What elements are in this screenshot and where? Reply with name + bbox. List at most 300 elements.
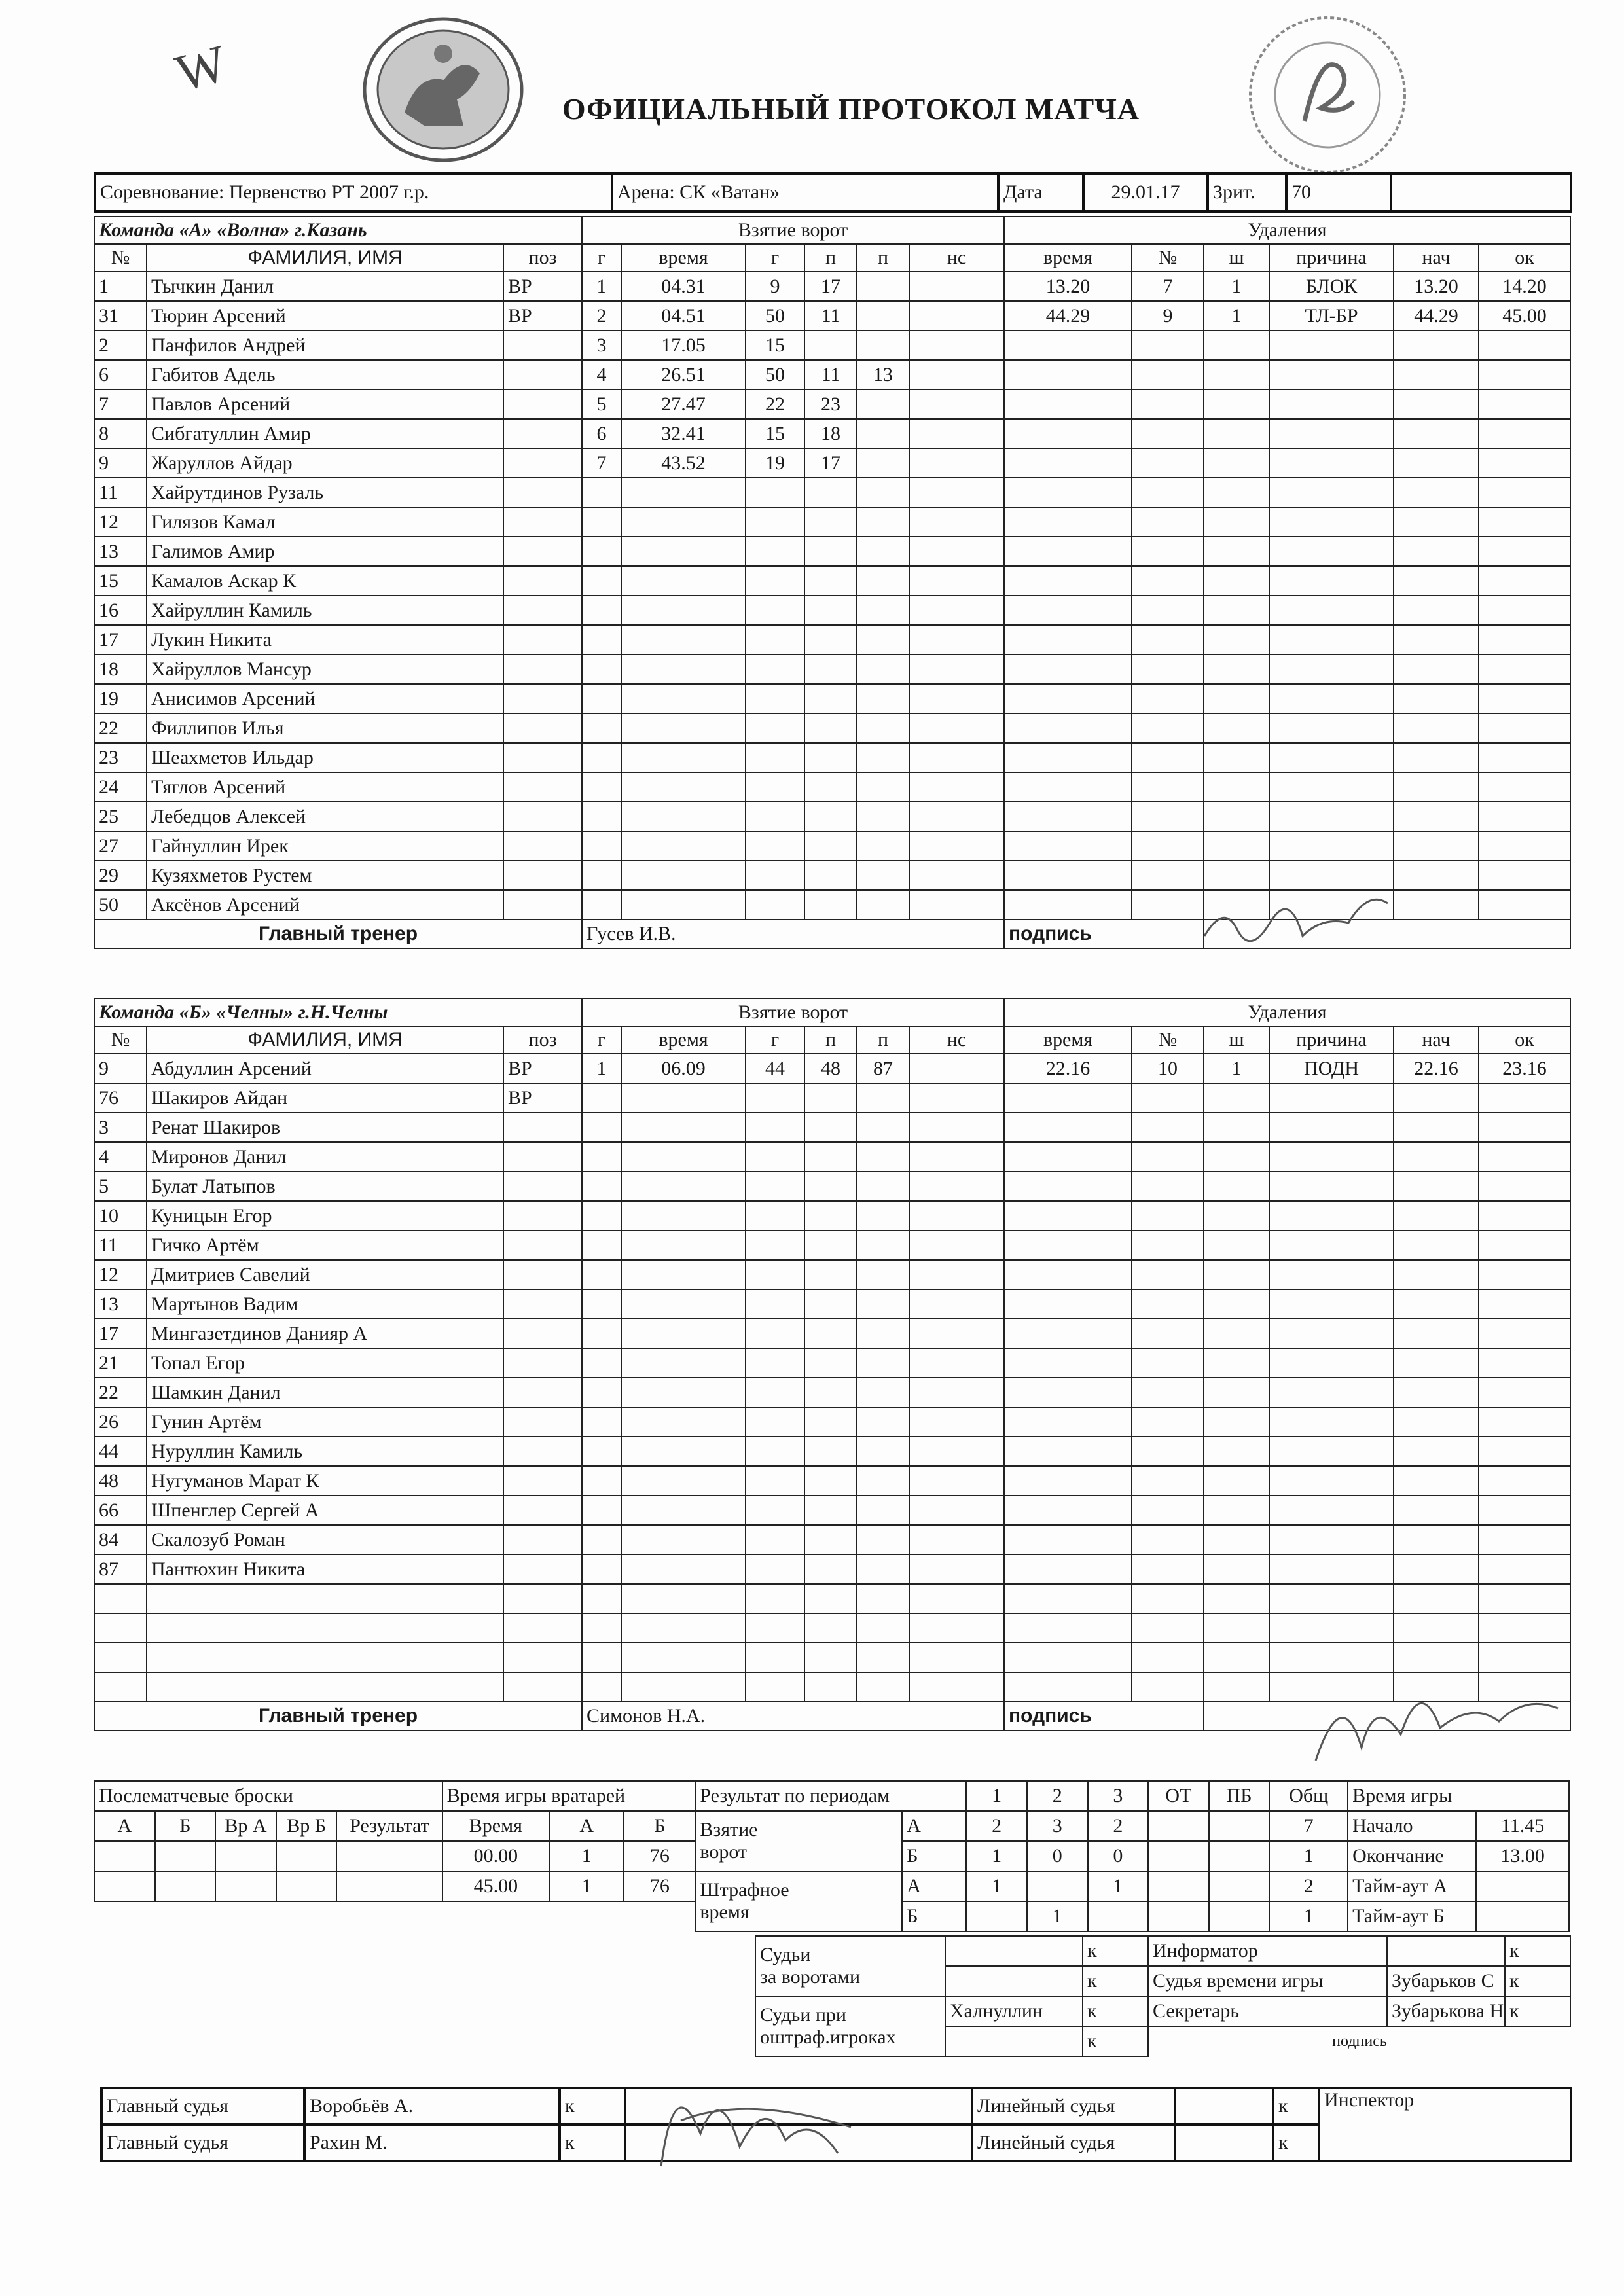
penalty-end: 14.20 xyxy=(1479,272,1570,301)
player-number: 87 xyxy=(94,1554,147,1584)
penalty-player xyxy=(1132,890,1204,920)
informer-k: к xyxy=(1505,1936,1570,1966)
goal-assist-2 xyxy=(857,1643,909,1672)
penalty-player xyxy=(1132,1643,1204,1672)
goal-scorer xyxy=(746,1113,804,1142)
player-name: Скалозуб Роман xyxy=(147,1525,503,1554)
penalty-start xyxy=(1394,566,1479,596)
penalty-start xyxy=(1394,1201,1479,1230)
goal-situation xyxy=(909,1054,1004,1083)
goal-situation xyxy=(909,743,1004,772)
penalty-reason xyxy=(1269,1113,1394,1142)
goal-number xyxy=(582,1584,621,1613)
goal-assist-2 xyxy=(857,1672,909,1702)
penalty-minutes xyxy=(1204,1525,1269,1554)
penalty-time xyxy=(1004,478,1132,507)
goal-scorer xyxy=(746,1378,804,1407)
team-a-player-row xyxy=(94,507,1570,537)
goal-assist-1 xyxy=(804,861,857,890)
penalty-player xyxy=(1132,831,1204,861)
goal-assist-1 xyxy=(804,713,857,743)
penalty-reason xyxy=(1269,1260,1394,1289)
team-a-player-row xyxy=(94,537,1570,566)
player-name: Филлипов Илья xyxy=(147,713,503,743)
penalty-start xyxy=(1394,1319,1479,1348)
team-a-player-row xyxy=(94,743,1570,772)
player-position xyxy=(503,1437,582,1466)
player-name: Сибгатуллин Амир xyxy=(147,419,503,448)
penalty-minutes xyxy=(1204,802,1269,831)
team-a-goals-heading: Взятие ворот xyxy=(582,217,1004,244)
penalty-time xyxy=(1004,861,1132,890)
player-position: ВР xyxy=(503,272,582,301)
team-b-player-row xyxy=(94,1083,1570,1113)
penalty-start xyxy=(1394,419,1479,448)
chief-referee-1-name: Воробьёв А. xyxy=(304,2088,560,2125)
period-3-header: 3 xyxy=(1088,1781,1149,1811)
penalty-player xyxy=(1132,331,1204,360)
player-position xyxy=(503,1525,582,1554)
goal-number xyxy=(582,566,621,596)
goal-scorer xyxy=(746,1230,804,1260)
timekeeper-label: Судья времени игры xyxy=(1148,1966,1387,1996)
goal-situation xyxy=(909,802,1004,831)
goal-assist-1 xyxy=(804,1083,857,1113)
goal-assist-1 xyxy=(804,1554,857,1584)
goal-scorer xyxy=(746,802,804,831)
penalty-minutes xyxy=(1204,1230,1269,1260)
player-name: Шакиров Айдан xyxy=(147,1083,503,1113)
goal-assist-2 xyxy=(857,890,909,920)
page-title: ОФИЦИАЛЬНЫЙ ПРОТОКОЛ МАТЧА xyxy=(562,92,1140,126)
goal-number xyxy=(582,1172,621,1201)
goal-scorer xyxy=(746,1260,804,1289)
goal-time xyxy=(621,537,746,566)
player-number: 25 xyxy=(94,802,147,831)
goal-time: 26.51 xyxy=(621,360,746,389)
penalty-time xyxy=(1004,1172,1132,1201)
goal-situation xyxy=(909,331,1004,360)
player-name: Гилязов Камал xyxy=(147,507,503,537)
team-a-player-row xyxy=(94,360,1570,389)
goal-assist-2 xyxy=(857,743,909,772)
player-number: 26 xyxy=(94,1407,147,1437)
goal-situation xyxy=(909,1201,1004,1230)
goal-situation xyxy=(909,713,1004,743)
goal-number xyxy=(582,1289,621,1319)
team-b-player-row xyxy=(94,1496,1570,1525)
player-name: Булат Латыпов xyxy=(147,1172,503,1201)
penalty-end xyxy=(1479,1083,1570,1113)
goal-scorer xyxy=(746,1319,804,1348)
penalty-start xyxy=(1394,1584,1479,1613)
goal-assist-1 xyxy=(804,743,857,772)
player-position xyxy=(503,625,582,655)
penalty-minutes xyxy=(1204,1407,1269,1437)
gk-row-2-time: 45.00 xyxy=(442,1871,549,1901)
goal-assist-2 xyxy=(857,1407,909,1437)
goal-assist-1 xyxy=(804,1378,857,1407)
penalty-end xyxy=(1479,1289,1570,1319)
goal-assist-2 xyxy=(857,1554,909,1584)
goal-time xyxy=(621,625,746,655)
penalty-minutes xyxy=(1204,448,1269,478)
penalty-time xyxy=(1004,772,1132,802)
penalty-time xyxy=(1004,1142,1132,1172)
penalty-end xyxy=(1479,389,1570,419)
pim-team-b-label: Б xyxy=(902,1901,966,1931)
player-name: Тюрин Арсений xyxy=(147,301,503,331)
goal-assist-2 xyxy=(857,448,909,478)
pim-by-period-label: Штрафное время xyxy=(695,1871,902,1931)
goal-scorer xyxy=(746,1613,804,1643)
penalty-end xyxy=(1479,1201,1570,1230)
penalty-player xyxy=(1132,596,1204,625)
goal-assist-1 xyxy=(804,890,857,920)
penalty-minutes xyxy=(1204,1584,1269,1613)
goal-assist-2 xyxy=(857,861,909,890)
goal-number xyxy=(582,713,621,743)
goal-assist-2 xyxy=(857,478,909,507)
penalty-reason xyxy=(1269,389,1394,419)
player-position xyxy=(503,1466,582,1496)
goal-time xyxy=(621,1407,746,1437)
secretary-name: Зубарькова Н xyxy=(1387,1996,1505,2026)
goal-situation xyxy=(909,301,1004,331)
goal-scorer xyxy=(746,684,804,713)
tatarstan-emblem xyxy=(359,14,528,165)
goal-number xyxy=(582,1083,621,1113)
goal-assist-1 xyxy=(804,1584,857,1613)
goal-scorer xyxy=(746,861,804,890)
penalty-start xyxy=(1394,507,1479,537)
team-a-player-row xyxy=(94,419,1570,448)
penalty-minutes xyxy=(1204,478,1269,507)
penalty-player xyxy=(1132,655,1204,684)
timekeeper-k: к xyxy=(1505,1966,1570,1996)
team-b-player-row xyxy=(94,1142,1570,1172)
goal-number xyxy=(582,1142,621,1172)
goal-assist-2 xyxy=(857,1201,909,1230)
penalty-end xyxy=(1479,360,1570,389)
penalty-reason xyxy=(1269,1437,1394,1466)
penalty-time xyxy=(1004,360,1132,389)
goal-scorer xyxy=(746,1554,804,1584)
period-2-header: 2 xyxy=(1027,1781,1088,1811)
goal-assist-1: 17 xyxy=(804,272,857,301)
player-number: 18 xyxy=(94,655,147,684)
penalty-time xyxy=(1004,1643,1132,1672)
col-situation: нс xyxy=(909,1026,1004,1054)
penalty-judge-1-k: к xyxy=(1083,1996,1148,2026)
penalty-player xyxy=(1132,802,1204,831)
goal-assist-2 xyxy=(857,1083,909,1113)
goal-situation xyxy=(909,1348,1004,1378)
goal-number: 3 xyxy=(582,331,621,360)
penalty-start xyxy=(1394,360,1479,389)
penalty-time: 13.20 xyxy=(1004,272,1132,301)
player-number xyxy=(94,1672,147,1702)
goal-scorer xyxy=(746,890,804,920)
pim-b-ot xyxy=(1148,1901,1209,1931)
player-position xyxy=(503,772,582,802)
penalty-start xyxy=(1394,1113,1479,1142)
goal-judge-2-k: к xyxy=(1083,1966,1148,1996)
goal-scorer: 15 xyxy=(746,331,804,360)
linesman-2-k: к xyxy=(1273,2125,1319,2161)
penalty-player xyxy=(1132,1083,1204,1113)
player-number: 19 xyxy=(94,684,147,713)
player-name: Галимов Амир xyxy=(147,537,503,566)
penalty-player xyxy=(1132,1437,1204,1466)
penalty-reason xyxy=(1269,1230,1394,1260)
player-name: Мингазетдинов Данияр А xyxy=(147,1319,503,1348)
player-name: Павлов Арсений xyxy=(147,389,503,419)
penalty-judges-label: Судьи при оштраф.игроках xyxy=(755,1996,945,2056)
goal-situation xyxy=(909,831,1004,861)
gk-col-a: А xyxy=(549,1811,624,1841)
penalty-minutes xyxy=(1204,331,1269,360)
gk-col-time: Время xyxy=(442,1811,549,1841)
linesman-2-label: Линейный судья xyxy=(972,2125,1175,2161)
goal-time xyxy=(621,713,746,743)
penalty-time xyxy=(1004,419,1132,448)
player-position xyxy=(503,1672,582,1702)
penalty-reason xyxy=(1269,1584,1394,1613)
penalty-reason xyxy=(1269,1142,1394,1172)
chief-referee-2-label: Главный судья xyxy=(101,2125,304,2161)
goal-time: 04.51 xyxy=(621,301,746,331)
goal-number xyxy=(582,1201,621,1230)
player-number: 29 xyxy=(94,861,147,890)
goal-time xyxy=(621,1348,746,1378)
team-a-player-row xyxy=(94,389,1570,419)
goal-number xyxy=(582,1496,621,1525)
goal-situation xyxy=(909,537,1004,566)
pim-b-p1 xyxy=(966,1901,1027,1931)
pim-team-a-label: А xyxy=(902,1871,966,1901)
player-number: 17 xyxy=(94,625,147,655)
goal-situation xyxy=(909,890,1004,920)
col-pen-start: нач xyxy=(1394,244,1479,272)
shootout-col-gkb: Вр Б xyxy=(276,1811,337,1841)
col-pos: поз xyxy=(503,1026,582,1054)
penalty-player xyxy=(1132,713,1204,743)
player-name: Жаруллов Айдар xyxy=(147,448,503,478)
goal-scorer xyxy=(746,1466,804,1496)
player-position xyxy=(503,448,582,478)
player-name: Мартынов Вадим xyxy=(147,1289,503,1319)
goal-time xyxy=(621,507,746,537)
penalty-minutes xyxy=(1204,389,1269,419)
penalty-time xyxy=(1004,1613,1132,1643)
penalty-start xyxy=(1394,1437,1479,1466)
goal-assist-2 xyxy=(857,537,909,566)
team-a-penalties-heading: Удаления xyxy=(1004,217,1570,244)
penalty-time xyxy=(1004,1230,1132,1260)
penalty-end xyxy=(1479,1613,1570,1643)
penalty-player: 10 xyxy=(1132,1054,1204,1083)
goal-scorer xyxy=(746,743,804,772)
penalty-start xyxy=(1394,1554,1479,1584)
penalty-start xyxy=(1394,1172,1479,1201)
penalty-reason xyxy=(1269,596,1394,625)
penalty-start xyxy=(1394,802,1479,831)
goal-number xyxy=(582,596,621,625)
goal-assist-2 xyxy=(857,655,909,684)
col-assist-1: п xyxy=(804,1026,857,1054)
goal-time xyxy=(621,566,746,596)
goal-number: 4 xyxy=(582,360,621,389)
player-position: ВР xyxy=(503,1083,582,1113)
team-a-player-row xyxy=(94,596,1570,625)
player-position xyxy=(503,802,582,831)
timeout-b-label: Тайм-аут Б xyxy=(1348,1901,1476,1931)
goal-scorer xyxy=(746,831,804,861)
penalty-reason xyxy=(1269,1466,1394,1496)
goal-number xyxy=(582,684,621,713)
goal-assist-1 xyxy=(804,478,857,507)
penalty-minutes xyxy=(1204,1496,1269,1525)
goal-situation xyxy=(909,596,1004,625)
goal-assist-1 xyxy=(804,1113,857,1142)
team-b-player-row xyxy=(94,1230,1570,1260)
player-name: Куницын Егор xyxy=(147,1201,503,1230)
penalty-time xyxy=(1004,1407,1132,1437)
penalty-reason xyxy=(1269,1172,1394,1201)
goal-situation xyxy=(909,1083,1004,1113)
player-number: 48 xyxy=(94,1466,147,1496)
player-name xyxy=(147,1672,503,1702)
goal-assist-2 xyxy=(857,684,909,713)
goal-situation xyxy=(909,1407,1004,1437)
penalty-end xyxy=(1479,507,1570,537)
player-name: Лебедцов Алексей xyxy=(147,802,503,831)
penalty-start xyxy=(1394,1407,1479,1437)
goal-situation xyxy=(909,1113,1004,1142)
goal-situation xyxy=(909,684,1004,713)
penalty-reason xyxy=(1269,802,1394,831)
team-a-player-row xyxy=(94,831,1570,861)
player-number: 1 xyxy=(94,272,147,301)
penalty-start xyxy=(1394,655,1479,684)
goal-assist-1: 23 xyxy=(804,389,857,419)
penalty-reason xyxy=(1269,566,1394,596)
penalty-time xyxy=(1004,1437,1132,1466)
player-name: Хайрутдинов Рузаль xyxy=(147,478,503,507)
col-goal-time: время xyxy=(621,244,746,272)
team-b-player-row xyxy=(94,1613,1570,1643)
player-number: 12 xyxy=(94,1260,147,1289)
goal-assist-2 xyxy=(857,1289,909,1319)
goals-b-so xyxy=(1209,1841,1270,1871)
penalty-time xyxy=(1004,448,1132,478)
team-a-signature-label: подпись xyxy=(1004,920,1204,948)
penalty-time xyxy=(1004,1289,1132,1319)
penalty-minutes xyxy=(1204,1260,1269,1289)
player-number xyxy=(94,1613,147,1643)
penalty-time xyxy=(1004,655,1132,684)
timekeeper-name: Зубарьков С xyxy=(1387,1966,1505,1996)
goal-situation xyxy=(909,389,1004,419)
goal-number xyxy=(582,1672,621,1702)
penalty-player: 7 xyxy=(1132,272,1204,301)
penalty-start xyxy=(1394,1378,1479,1407)
col-num: № xyxy=(94,244,147,272)
player-name: Хайруллин Камиль xyxy=(147,596,503,625)
player-position xyxy=(503,861,582,890)
pim-b-total: 1 xyxy=(1269,1901,1348,1931)
shootout-col-b: Б xyxy=(155,1811,216,1841)
team-a-player-row xyxy=(94,625,1570,655)
team-a-player-row xyxy=(94,772,1570,802)
goal-time xyxy=(621,1525,746,1554)
penalty-player xyxy=(1132,743,1204,772)
penalty-start xyxy=(1394,331,1479,360)
penalty-end xyxy=(1479,772,1570,802)
player-number: 13 xyxy=(94,537,147,566)
team-b-player-row xyxy=(94,1054,1570,1083)
penalty-end xyxy=(1479,448,1570,478)
col-pen-num: № xyxy=(1132,1026,1204,1054)
penalty-player xyxy=(1132,389,1204,419)
team-b-coach-name: Симонов Н.А. xyxy=(582,1702,1004,1731)
goal-assist-1 xyxy=(804,1466,857,1496)
goal-time xyxy=(621,596,746,625)
goal-scorer xyxy=(746,566,804,596)
player-number: 13 xyxy=(94,1289,147,1319)
player-name: Шамкин Данил xyxy=(147,1378,503,1407)
team-b-player-row xyxy=(94,1201,1570,1230)
goal-situation xyxy=(909,1142,1004,1172)
arena: Арена: СК «Ватан» xyxy=(612,173,998,211)
player-number: 66 xyxy=(94,1496,147,1525)
goal-assist-2: 13 xyxy=(857,360,909,389)
player-position xyxy=(503,1172,582,1201)
penalty-player xyxy=(1132,772,1204,802)
player-name: Тяглов Арсений xyxy=(147,772,503,802)
goal-assist-2 xyxy=(857,802,909,831)
goal-assist-1 xyxy=(804,1496,857,1525)
goal-time xyxy=(621,1172,746,1201)
goal-assist-2 xyxy=(857,301,909,331)
goals-b-ot xyxy=(1148,1841,1209,1871)
team-b-coach-label: Главный тренер xyxy=(94,1702,582,1731)
player-number: 6 xyxy=(94,360,147,389)
referee-signature xyxy=(641,2055,877,2186)
penalty-reason xyxy=(1269,625,1394,655)
penalty-start xyxy=(1394,1496,1479,1525)
goal-assist-2 xyxy=(857,1378,909,1407)
team-b-player-row xyxy=(94,1525,1570,1554)
goal-scorer: 22 xyxy=(746,389,804,419)
goals-b-total: 1 xyxy=(1269,1841,1348,1871)
goal-scorer xyxy=(746,478,804,507)
gk-row-2-b: 76 xyxy=(624,1871,695,1901)
goal-time: 32.41 xyxy=(621,419,746,448)
goal-time xyxy=(621,1672,746,1702)
penalty-reason: ПОДН xyxy=(1269,1054,1394,1083)
goal-assist-2: 87 xyxy=(857,1054,909,1083)
penalty-player xyxy=(1132,1201,1204,1230)
spectators-value: 70 xyxy=(1286,173,1391,211)
goal-time xyxy=(621,743,746,772)
goal-assist-2 xyxy=(857,272,909,301)
player-name: Ренат Шакиров xyxy=(147,1113,503,1142)
penalty-end xyxy=(1479,1348,1570,1378)
penalty-reason xyxy=(1269,1319,1394,1348)
penalty-time xyxy=(1004,802,1132,831)
